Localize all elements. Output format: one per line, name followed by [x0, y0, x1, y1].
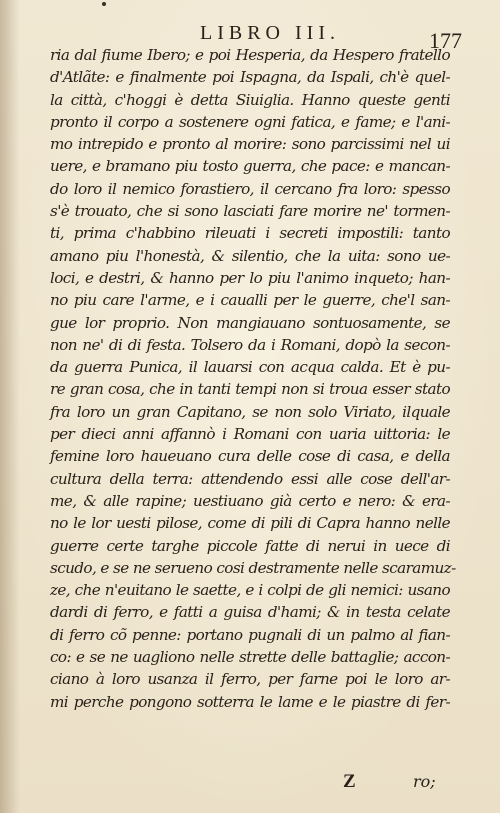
- text-line: cultura della terra: attendendo essi alle cose dell'ar-: [50, 469, 450, 488]
- text-line: no le lor uesti pilose, come di pili di Capra hanno nelle: [50, 514, 450, 533]
- running-title: LIBRO III.: [200, 22, 340, 44]
- binding-gutter-shadow: [0, 0, 20, 813]
- text-line: femine loro haueuano cura delle cose di casa, e della: [50, 447, 450, 466]
- catchword: ro;: [413, 772, 436, 791]
- text-line: me, & alle rapine; uestiuano già certo e nero: & era-: [50, 491, 450, 510]
- text-line: la città, c'hoggi è detta Siuiglia. Hanno queste genti: [50, 90, 450, 109]
- text-line: ciano à loro usanza il ferro, per farne poi le loro ar-: [50, 670, 450, 689]
- text-line: dardi di ferro, e fatti a guisa d'hami; & in testa celate: [50, 603, 450, 622]
- text-line: scudo, e se ne serueno cosi destramente nelle scaramuz-: [50, 558, 456, 577]
- body-text: [50, 44, 456, 713]
- text-line: ze, che n'euitano le saette, e i colpi de gli nemici: usano: [50, 581, 450, 600]
- text-line: d'Atlãte: e finalmente poi Ispagna, da Ispali, ch'è quel-: [50, 68, 450, 87]
- text-line: ti, prima c'habbino rileuati i secreti impostili: tanto: [50, 224, 450, 243]
- text-line: non ne' di di festa. Tolsero da i Romani, dopò la secon-: [50, 335, 450, 354]
- text-line: do loro il nemico forastiero, il cercano fra loro: spesso: [50, 179, 450, 198]
- text-line: loci, e destri, & hanno per lo piu l'animo inqueto; han-: [50, 268, 450, 287]
- text-line: no piu care l'arme, e i caualli per le guerre, che'l san-: [50, 291, 450, 310]
- text-line: gue lor proprio. Non mangiauano sontuosamente, se: [50, 313, 450, 332]
- text-line: per dieci anni affannò i Romani con uaria uittoria: le: [50, 425, 450, 444]
- text-line: di ferro cõ penne: portano pugnali di un palmo al fian-: [50, 625, 450, 644]
- ink-mark: [102, 2, 106, 6]
- text-line: pronto il corpo a sostenere ogni fatica, e fame; e l'ani-: [50, 112, 450, 131]
- text-line: fra loro un gran Capitano, se non solo Viriato, ilquale: [50, 402, 450, 421]
- text-line: re gran cosa, che in tanti tempi non si troua esser stato: [50, 380, 450, 399]
- text-line: ria dal fiume Ibero; e poi Hesperia, da Hespero fratello: [50, 46, 450, 64]
- text-line: guerre certe targhe piccole fatte di nerui in uece di: [50, 536, 450, 555]
- text-line: s'è trouato, che si sono lasciati fare morire ne' tormen-: [50, 202, 450, 221]
- folio-number: 177: [429, 28, 462, 53]
- text-line: uere, e bramano piu tosto guerra, che pace: e mancan-: [50, 157, 450, 176]
- text-line: co: e se ne uagliono nelle strette delle battaglie; accon-: [50, 648, 450, 667]
- text-line: da guerra Punica, il lauarsi con acqua calda. Et è pu-: [50, 358, 450, 377]
- text-line: amano piu l'honestà, & silentio, che la uita: sono ue-: [50, 246, 450, 265]
- signature-mark: Z: [343, 771, 356, 792]
- text-line: mo intrepido e pronto al morire: sono parcissimi nel ui: [50, 135, 450, 154]
- text-line: mi perche pongono sotterra le lame e le piastre di fer-: [50, 692, 450, 711]
